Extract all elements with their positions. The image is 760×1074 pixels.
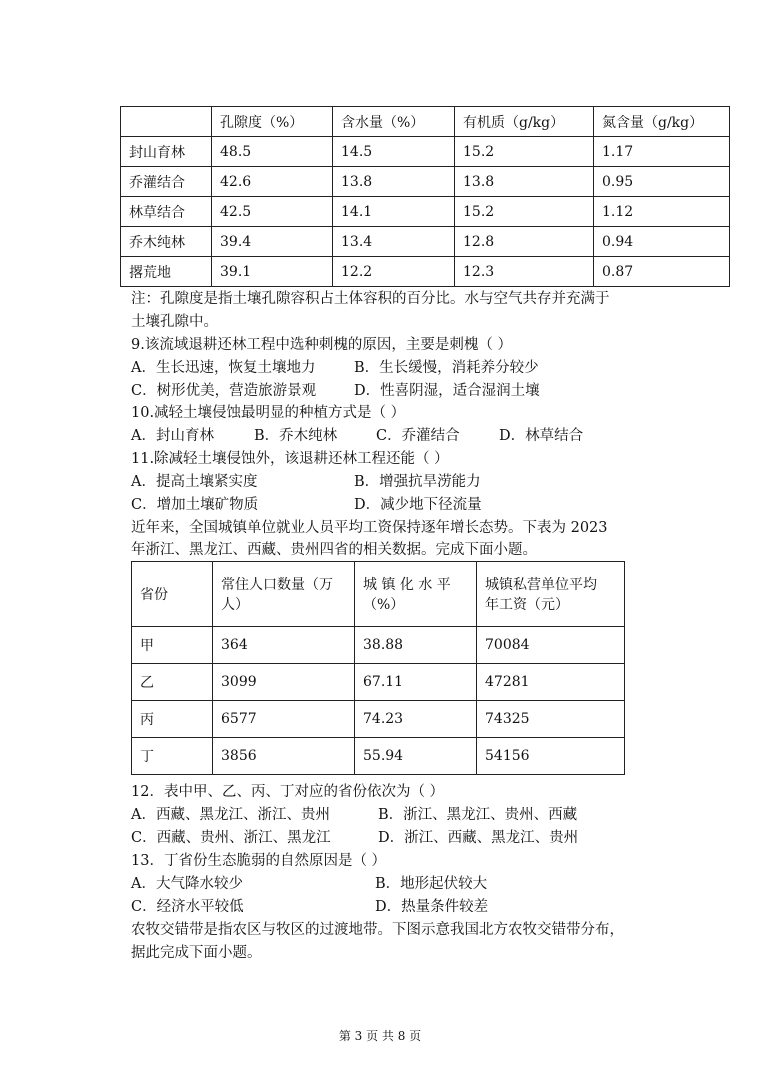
table-cell: 0.95 [594, 167, 730, 197]
table-cell: 丙 [132, 701, 213, 738]
table-cell: 67.11 [355, 664, 477, 701]
question-11-option-c[interactable]: C．增加土壤矿物质 [131, 497, 259, 513]
table-cell: 15.2 [455, 137, 594, 167]
table-cell: 1.17 [594, 137, 730, 167]
page-footer: 第 3 页 共 8 页 [338, 1029, 422, 1043]
question-9-stem: 9.该流域退耕还林工程中选种刺槐的原因，主要是刺槐（ ） [131, 337, 512, 353]
table-row [132, 664, 625, 701]
table-cell: 42.6 [212, 167, 333, 197]
table-cell: 14.1 [333, 197, 455, 227]
question-10-option-a[interactable]: A．封山育林 [131, 428, 214, 444]
table-row [132, 701, 625, 738]
table-cell: 15.2 [455, 197, 594, 227]
table-row [121, 167, 730, 197]
table-cell: 乔灌结合 [121, 167, 212, 197]
table-header-cell: 孔隙度（%） [212, 107, 333, 137]
table-row [132, 627, 625, 664]
table-header-cell [132, 562, 213, 627]
table-cell: 70084 [477, 627, 625, 664]
table-header-row [121, 107, 730, 137]
header-text: 年工资（元） [485, 597, 569, 613]
question-13-option-c[interactable]: C．经济水平较低 [131, 899, 244, 915]
question-12-stem: 12．表中甲、乙、丙、丁对应的省份依次为（ ） [131, 784, 445, 800]
header-text: 省份 [140, 587, 168, 603]
question-9-option-d[interactable]: D．性喜阴湿，适合湿润土壤 [354, 383, 540, 399]
table-cell: 3856 [213, 738, 355, 775]
question-13-option-b[interactable]: B．地形起伏较大 [375, 876, 488, 892]
table-cell: 封山育林 [121, 137, 212, 167]
table-cell: 6577 [213, 701, 355, 738]
table-header-cell [121, 107, 212, 137]
table-cell: 38.88 [355, 627, 477, 664]
header-text: 城 镇 化 水 平 [363, 577, 451, 593]
table-cell: 42.5 [212, 197, 333, 227]
table-header-cell: 含水量（%） [333, 107, 455, 137]
question-12-option-c[interactable]: C．西藏、贵州、浙江、黑龙江 [131, 830, 331, 846]
table-row [121, 227, 730, 257]
header-text: 常住人口数量（万 [221, 577, 333, 593]
table-cell: 乔木纯林 [121, 227, 212, 257]
province-data-table [131, 561, 625, 775]
table-cell: 74.23 [355, 701, 477, 738]
table-note-line: 注：孔隙度是指土壤孔隙容积占土体容积的百分比。水与空气共存并充满于 [131, 291, 610, 307]
table-cell: 12.3 [455, 257, 594, 287]
question-13-stem: 13．丁省份生态脆弱的自然原因是（ ） [131, 853, 387, 869]
table-cell: 12.8 [455, 227, 594, 257]
table-row [121, 137, 730, 167]
question-10-option-d[interactable]: D．林草结合 [499, 428, 584, 444]
table-cell: 1.12 [594, 197, 730, 227]
table-note-line: 土壤孔隙中。 [131, 314, 218, 330]
table-cell: 12.2 [333, 257, 455, 287]
passage-intro-line: 农牧交错带是指农区与牧区的过渡地带。下图示意我国北方农牧交错带分布， [131, 922, 624, 938]
question-9-option-a[interactable]: A．生长迅速，恢复土壤地力 [131, 360, 316, 376]
table-row [132, 738, 625, 775]
table-cell: 0.87 [594, 257, 730, 287]
table-cell: 13.8 [333, 167, 455, 197]
table-cell: 47281 [477, 664, 625, 701]
table-header-cell: 氮含量（g/kg） [594, 107, 730, 137]
table-header-cell: 有机质（g/kg） [455, 107, 594, 137]
table-cell: 0.94 [594, 227, 730, 257]
table-header-cell [477, 562, 625, 627]
question-11-option-a[interactable]: A．提高土壤紧实度 [131, 474, 258, 490]
table-cell: 74325 [477, 701, 625, 738]
table-cell: 13.8 [455, 167, 594, 197]
question-12-option-d[interactable]: D．浙江、西藏、黑龙江、贵州 [378, 830, 579, 846]
table-cell: 14.5 [333, 137, 455, 167]
question-11-option-b[interactable]: B．增强抗旱涝能力 [354, 474, 481, 490]
question-13-option-a[interactable]: A．大气降水较少 [131, 876, 243, 892]
table-header-cell [213, 562, 355, 627]
table-cell: 55.94 [355, 738, 477, 775]
table-cell: 撂荒地 [121, 257, 212, 287]
table-header-row [132, 562, 625, 627]
table-header-cell [355, 562, 477, 627]
table-cell: 13.4 [333, 227, 455, 257]
table-cell: 39.1 [212, 257, 333, 287]
table-cell: 丁 [132, 738, 213, 775]
header-text: （%） [363, 597, 405, 613]
question-10-option-b[interactable]: B．乔木纯林 [254, 428, 338, 444]
question-9-option-c[interactable]: C．树形优美，营造旅游景观 [131, 383, 317, 399]
table-cell: 48.5 [212, 137, 333, 167]
table-cell: 3099 [213, 664, 355, 701]
table-cell: 甲 [132, 627, 213, 664]
question-10-stem: 10.减轻土壤侵蚀最明显的种植方式是（ ） [131, 405, 406, 421]
question-9-option-b[interactable]: B．生长缓慢，消耗养分较少 [354, 360, 539, 376]
table-cell: 乙 [132, 664, 213, 701]
table-cell: 364 [213, 627, 355, 664]
passage-intro-line: 年浙江、黑龙江、西藏、贵州四省的相关数据。完成下面小题。 [131, 542, 537, 558]
table-cell: 54156 [477, 738, 625, 775]
table-cell: 林草结合 [121, 197, 212, 227]
question-12-option-b[interactable]: B．浙江、黑龙江、贵州、西藏 [378, 807, 578, 823]
question-10-option-c[interactable]: C．乔灌结合 [376, 428, 460, 444]
passage-intro-line: 近年来，全国城镇单位就业人员平均工资保持逐年增长态势。下表为 2023 [131, 520, 608, 536]
table-cell: 39.4 [212, 227, 333, 257]
question-12-option-a[interactable]: A．西藏、黑龙江、浙江、贵州 [131, 807, 330, 823]
soil-properties-table [120, 106, 730, 287]
header-text: 人） [221, 597, 249, 613]
table-row [121, 257, 730, 287]
question-11-stem: 11.除减轻土壤侵蚀外，该退耕还林工程还能（ ） [131, 451, 449, 467]
header-text: 城镇私营单位平均 [485, 577, 597, 593]
question-11-option-d[interactable]: D．减少地下径流量 [354, 497, 482, 513]
question-13-option-d[interactable]: D．热量条件较差 [375, 899, 489, 915]
table-row [121, 197, 730, 227]
passage-intro-line: 据此完成下面小题。 [131, 945, 262, 961]
